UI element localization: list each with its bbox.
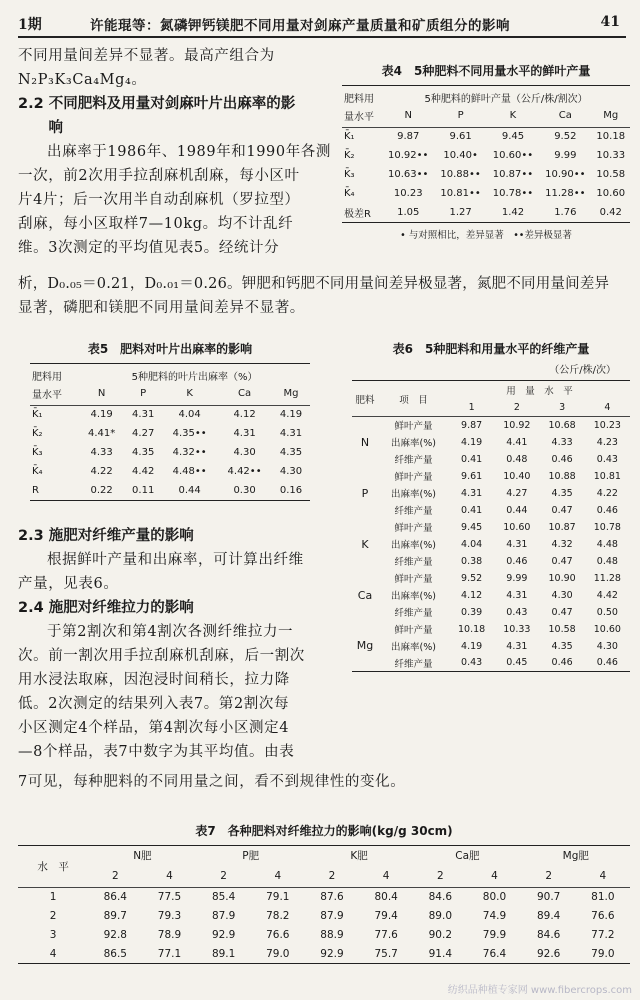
table-cell: 10.88••	[440, 169, 481, 180]
table-cell: 9.61	[449, 131, 472, 143]
table-cell: 0.46	[596, 657, 618, 669]
table-cell: 10.60	[503, 521, 531, 533]
table-cell: 76.4	[482, 947, 507, 960]
table-cell: 0.46	[551, 453, 573, 465]
table-cell: 10.78	[593, 521, 621, 533]
table-row	[30, 405, 310, 424]
sub-header: 2	[545, 870, 552, 883]
table-header: 5种肥料的叶片出麻率（%）	[131, 372, 258, 383]
paragraph-line: 片4片；后一次用半自动刮麻机（罗拉型）	[18, 192, 300, 208]
table-cell: 0.45	[506, 657, 528, 669]
table-cell: 10.88	[548, 470, 576, 482]
running-header	[18, 10, 626, 38]
sub-header: 2	[111, 870, 119, 883]
table-cell: 0.48	[596, 555, 618, 567]
table-cell: 86.5	[103, 947, 127, 960]
table-cell: 89.0	[428, 910, 453, 922]
table-cell: 4.31	[506, 640, 528, 652]
column-header: Mg	[283, 388, 299, 400]
row-label: 出麻率(%)	[391, 438, 436, 449]
column-header: P	[457, 110, 464, 122]
table-cell: 10.18	[458, 623, 486, 635]
table-cell: 4.27	[506, 487, 528, 499]
fertilizer-label: Ca	[357, 588, 373, 602]
table-cell: 11.28••	[545, 188, 586, 199]
table-cell: 4.27	[132, 428, 155, 439]
table-cell: 0.47	[551, 606, 573, 618]
row-label: 纤维产量	[394, 506, 433, 517]
table-row	[30, 481, 310, 500]
paragraph-line: 根据鲜叶产量和出麻率，可计算出纤维	[47, 552, 304, 568]
table-cell: 78.2	[266, 910, 290, 922]
table-cell: 0.39	[461, 606, 483, 618]
row-label: K̄₄	[32, 466, 43, 477]
table-cell: 4.31	[461, 487, 483, 499]
table-cell: 0.30	[233, 484, 256, 496]
table-cell: 77.2	[591, 929, 615, 941]
row-label: 鲜叶产量	[394, 523, 433, 534]
row-label: K̄₄	[344, 188, 355, 199]
table-cell: 9.61	[461, 470, 483, 482]
table-cell: 4.19	[461, 640, 483, 652]
table-cell: 74.9	[482, 910, 507, 922]
table-cell: 76.6	[266, 929, 290, 941]
table-cell: 0.43	[506, 606, 528, 618]
table-cell: 79.9	[482, 929, 507, 941]
page-number: 41	[600, 14, 620, 30]
table-cell: 4.31	[506, 538, 528, 550]
sub-header: 4	[491, 870, 498, 883]
table-cell: 77.6	[374, 929, 398, 941]
table-cell: 4.35	[551, 487, 573, 499]
table-header: 肥料	[352, 381, 378, 417]
table-cell: 4.12	[461, 589, 483, 601]
table-cell: 0.46	[596, 504, 618, 516]
table-header: 5种肥料的鲜叶产量（公斤/株/割次）	[424, 94, 588, 105]
section-2-2-heading: 2.2 不同肥料及用量对剑麻叶片出麻率的影	[18, 96, 296, 112]
row-label: 鲜叶产量	[394, 625, 433, 636]
row-label: 出麻率(%)	[391, 591, 436, 602]
column-header: Mg	[603, 110, 619, 122]
paragraph-line: 维。3次测定的平均值见表5。经统计分	[18, 240, 280, 256]
table-cell: 4.42	[596, 589, 618, 601]
table-row	[342, 165, 630, 184]
table-cell: 92.9	[320, 947, 344, 960]
row-label: 出麻率(%)	[391, 540, 436, 551]
column-header: N	[404, 110, 412, 122]
table-4-caption: 表4 5种肥料不同用量水平的鲜叶产量	[381, 64, 591, 78]
column-header: K肥	[350, 850, 368, 863]
table-cell: 4.35	[132, 447, 155, 458]
table-row	[352, 587, 630, 604]
row-label: 4	[49, 947, 57, 960]
table-cell: 0.50	[596, 606, 618, 618]
paragraph-line: 出麻率于1986年、1989年和1990年各测	[47, 144, 332, 160]
fertilizer-label: K	[361, 537, 369, 551]
table-cell: 4.35	[551, 640, 573, 652]
row-label: K̄₃	[32, 447, 43, 458]
column-header: K	[509, 110, 517, 122]
intro-line-2: N₂P₃K₃Ca₄Mg₄。	[18, 72, 147, 88]
fertilizer-label: N	[360, 435, 370, 449]
table-cell: 1.05	[397, 206, 420, 218]
table-cell: 4.19	[90, 409, 113, 421]
table-cell: 91.4	[428, 947, 453, 960]
table-cell: 84.6	[536, 929, 561, 941]
table-cell: 76.6	[591, 910, 615, 922]
left-column-top	[18, 44, 356, 260]
sub-header: 4	[599, 870, 607, 883]
row-label: 纤维产量	[394, 658, 433, 670]
column-header: Ca	[558, 110, 572, 122]
table-cell: 85.4	[211, 891, 236, 904]
table-cell: 4.31	[233, 428, 256, 439]
column-header: P肥	[242, 850, 260, 863]
table-5	[30, 340, 310, 501]
column-header: 2	[513, 401, 520, 413]
table-cell: 10.33	[503, 623, 531, 635]
table-cell: 4.22	[596, 487, 618, 499]
table-cell: 87.9	[320, 910, 344, 922]
sub-header: 4	[166, 870, 173, 883]
table-cell: 0.11	[132, 484, 155, 496]
table-cell: 92.8	[103, 929, 127, 941]
table-cell: 0.16	[279, 484, 303, 496]
table-cell: 90.2	[428, 929, 453, 941]
table-6	[352, 340, 630, 672]
table-cell: 10.58	[548, 623, 576, 635]
table-row	[352, 434, 630, 451]
table-row	[352, 604, 630, 621]
table-header: 量水平	[32, 390, 62, 402]
table-cell: 0.41	[461, 504, 483, 516]
row-label: 极差R	[344, 208, 371, 220]
table-header: 用 量 水 平	[506, 385, 573, 397]
table-row	[352, 468, 630, 485]
table-row	[342, 203, 630, 222]
table-cell: 4.04	[178, 409, 201, 421]
table-cell: 80.4	[374, 891, 398, 904]
table-cell: 4.32	[551, 538, 573, 550]
table-cell: 81.0	[591, 891, 615, 904]
table-cell: 4.30	[596, 640, 618, 652]
table-cell: 77.1	[157, 947, 182, 960]
table-row	[352, 621, 630, 638]
table-cell: 9.52	[461, 572, 483, 584]
table-cell: 9.87	[397, 131, 420, 143]
table-row	[30, 424, 310, 443]
row-label: 纤维产量	[394, 455, 433, 466]
table-cell: 0.43	[596, 453, 618, 465]
table-cell: 4.31	[279, 428, 303, 439]
table-6-unit: （公斤/株/次）	[549, 365, 616, 376]
table-cell: 77.5	[157, 891, 182, 904]
table-cell: 0.41	[461, 453, 483, 465]
table-cell: 4.23	[596, 436, 618, 448]
table-cell: 0.46	[551, 657, 573, 669]
table-cell: 4.19	[461, 436, 483, 448]
watermark: 纺织品种植专家网 www.fibercrops.com	[447, 985, 632, 996]
column-header: Ca肥	[455, 850, 480, 863]
table-cell: 92.6	[536, 947, 561, 960]
table-6-grid	[352, 380, 630, 672]
left-column-bottom	[18, 524, 348, 764]
table-cell: 1.76	[554, 206, 577, 218]
table-row	[352, 570, 630, 587]
table-row	[18, 888, 630, 907]
paragraph-line: 低。2次测定的结果列入表7。第2割次每	[18, 696, 290, 712]
column-header: Mg肥	[562, 850, 589, 863]
paragraph-line: 次。前一割次用手拉刮麻机刮麻，后一割次	[18, 648, 305, 664]
row-label: 3	[49, 929, 57, 941]
table-cell: 10.58	[596, 169, 626, 180]
row-label: 纤维产量	[394, 608, 433, 619]
full-width-text	[18, 272, 630, 320]
table-cell: 4.42	[132, 466, 155, 477]
table-cell: 4.30	[233, 447, 256, 458]
table-cell: 4.41	[506, 436, 528, 448]
row-label: K̄₂	[32, 428, 43, 439]
column-header: K	[186, 388, 193, 400]
table-row	[18, 926, 630, 945]
column-header: N肥	[133, 850, 152, 863]
table-cell: 10.90	[548, 572, 576, 584]
table-cell: 90.7	[536, 891, 561, 904]
table-cell: 10.23	[393, 188, 423, 199]
sub-header: 2	[328, 870, 336, 883]
table-cell: 9.52	[554, 131, 577, 143]
row-label: 鲜叶产量	[394, 574, 433, 585]
table-cell: 4.31	[506, 589, 528, 601]
table-cell: 0.48	[506, 453, 528, 465]
full-width-line	[18, 770, 578, 794]
sub-header: 2	[436, 870, 444, 883]
table-cell: 9.45	[501, 131, 525, 143]
table-cell: 0.44	[178, 484, 201, 496]
paragraph-line: 用水浸法取麻，因泡浸时间稍长，拉力降	[18, 672, 290, 688]
row-label: K̄₁	[32, 409, 43, 421]
table-cell: 4.12	[233, 409, 256, 421]
table-row	[352, 536, 630, 553]
sub-header: 4	[274, 870, 282, 883]
table-header: 项 目	[378, 381, 449, 417]
table-row	[30, 443, 310, 462]
table-cell: 10.60	[596, 188, 626, 199]
fertilizer-label: P	[361, 486, 369, 500]
paragraph-line: 一次，前2次用手拉刮麻机刮麻，每小区叶	[18, 168, 300, 184]
table-row	[352, 485, 630, 502]
table-row	[352, 638, 630, 655]
table-cell: 10.23	[593, 419, 621, 431]
section-2-4-heading: 2.4 施肥对纤维拉力的影响	[18, 600, 194, 616]
table-cell: 1.42	[501, 206, 525, 218]
table-cell: 10.68	[548, 419, 576, 431]
table-cell: 10.87	[548, 521, 576, 533]
issue-number: 1期	[18, 17, 42, 33]
table-cell: 79.1	[266, 891, 290, 904]
table-7	[18, 822, 630, 964]
table-4-note: • 与对照相比，差异显著 ••差异极显著	[400, 229, 572, 241]
table-cell: 10.63••	[388, 169, 429, 180]
table-cell: 84.6	[428, 891, 453, 904]
table-7-grid	[18, 845, 630, 964]
column-header: N	[97, 388, 106, 400]
table-cell: 9.99	[554, 150, 577, 161]
table-cell: 0.46	[506, 555, 528, 567]
table-header: 肥料用	[344, 94, 374, 105]
paragraph-line: 显著，磷肥和镁肥不同用量间差异不显著。	[18, 300, 305, 316]
column-header: 4	[604, 401, 611, 413]
table-cell: 10.92	[503, 419, 531, 431]
table-cell: 79.3	[157, 910, 182, 922]
table-row	[352, 553, 630, 570]
table-cell: 10.40•	[443, 150, 478, 161]
table-cell: 1.27	[449, 206, 472, 218]
table-7-caption: 表7 各种肥料对纤维拉力的影响(kg/g 30cm)	[195, 824, 453, 838]
table-cell: 10.81	[593, 470, 621, 482]
table-cell: 10.90••	[545, 169, 586, 180]
table-5-caption: 表5 肥料对叶片出麻率的影响	[87, 342, 253, 356]
table-row	[30, 462, 310, 481]
table-row	[352, 451, 630, 468]
table-cell: 4.22	[90, 466, 113, 477]
table-cell: 10.18	[596, 131, 626, 143]
intro-line-1: 不同用量间差异不显著。最高产组合为	[18, 48, 275, 64]
column-header: 3	[559, 401, 566, 413]
table-cell: 10.81••	[440, 188, 481, 199]
row-label: R	[32, 484, 39, 496]
table-cell: 4.30	[551, 589, 573, 601]
table-cell: 4.19	[279, 409, 303, 421]
table-header: 肥料用	[32, 372, 62, 383]
table-cell: 92.9	[211, 929, 236, 941]
table-row	[18, 945, 630, 964]
table-cell: 89.1	[211, 947, 236, 960]
table-5-grid	[30, 363, 310, 501]
row-label: K̄₂	[344, 150, 355, 161]
table-cell: 78.9	[157, 929, 182, 941]
table-header: 量水平	[344, 112, 374, 124]
row-label: 纤维产量	[394, 557, 433, 568]
table-cell: 4.04	[461, 538, 483, 550]
table-cell: 80.0	[482, 891, 507, 904]
table-cell: 75.7	[374, 947, 398, 960]
table-cell: 10.60	[593, 623, 621, 635]
paragraph-line: 析，D₀.₀₅＝0.21，D₀.₀₁＝0.26。钾肥和钙肥不同用量间差异极显著，氮肥不同用量间差异	[18, 276, 610, 292]
table-4-grid	[342, 85, 630, 223]
column-header: P	[140, 388, 147, 400]
row-label: 鲜叶产量	[394, 421, 433, 433]
table-cell: 9.87	[461, 419, 483, 431]
table-cell: 4.41*	[88, 428, 116, 439]
table-cell: 0.42	[599, 206, 622, 218]
table-cell: 10.60••	[492, 150, 534, 161]
paragraph-line: 产量，见表6。	[18, 576, 119, 592]
table-cell: 4.33	[551, 436, 573, 448]
table-row	[352, 655, 630, 672]
table-cell: 4.48••	[172, 466, 207, 477]
paragraph-line: 刮麻，每小区取样7—10kg。均不计乱纤	[18, 216, 294, 232]
table-row	[342, 127, 630, 146]
table-cell: 4.35••	[172, 428, 207, 439]
table-row	[352, 519, 630, 536]
row-label: 出麻率(%)	[391, 489, 436, 500]
row-label: 出麻率(%)	[391, 642, 436, 653]
table-row	[342, 146, 630, 165]
fertilizer-label: Mg	[352, 621, 378, 672]
table-cell: 4.35	[279, 447, 303, 458]
row-label: 1	[49, 891, 57, 904]
table-cell: 10.78••	[492, 188, 534, 199]
table-cell: 9.45	[461, 521, 483, 533]
table-cell: 4.48	[596, 538, 618, 550]
table-cell: 88.9	[320, 929, 344, 941]
table-cell: 86.4	[103, 891, 127, 904]
table-cell: 4.42••	[227, 466, 262, 477]
table-row	[342, 184, 630, 203]
sub-header: 4	[382, 870, 390, 883]
table-cell: 9.99	[506, 572, 528, 584]
table-cell: 79.0	[591, 947, 615, 960]
table-cell: 4.31	[132, 409, 155, 421]
table-cell: 4.32••	[172, 447, 207, 458]
column-header: Ca	[238, 388, 252, 400]
table-cell: 79.4	[374, 910, 398, 922]
table-cell: 10.92••	[388, 150, 429, 161]
table-cell: 4.30	[279, 466, 303, 477]
sub-header: 2	[220, 870, 227, 883]
row-label: K̄₁	[344, 131, 355, 143]
table-cell: 87.9	[211, 910, 236, 922]
row-label: 鲜叶产量	[394, 472, 433, 483]
column-header: 1	[468, 401, 475, 413]
table-cell: 10.40	[503, 470, 531, 482]
table-row	[352, 502, 630, 519]
table-cell: 0.44	[506, 504, 528, 516]
table-row	[18, 907, 630, 926]
table-cell: 0.22	[90, 484, 113, 496]
table-cell: 79.0	[266, 947, 290, 960]
paragraph-line: 7可见，每种肥料的不同用量之间，看不到规律性的变化。	[18, 774, 406, 790]
table-cell: 10.87••	[492, 169, 534, 180]
section-2-2-heading-cont: 响	[48, 120, 63, 136]
table-4	[342, 62, 630, 241]
table-cell: 10.33	[596, 150, 626, 161]
table-cell: 87.6	[320, 891, 344, 904]
table-cell: 89.4	[536, 910, 561, 922]
section-2-3-heading: 2.3 施肥对纤维产量的影响	[18, 528, 194, 544]
paragraph-line: —8个样品，表7中数字为其平均值。由表	[18, 744, 295, 760]
table-cell: 0.47	[551, 555, 573, 567]
table-6-caption: 表6 5种肥料和用量水平的纤维产量	[392, 342, 590, 356]
table-cell: 89.7	[103, 910, 127, 922]
paragraph-line: 小区测定4个样品，第4割次每小区测定4	[18, 720, 290, 736]
table-cell: 11.28	[593, 572, 621, 584]
row-label: 2	[49, 910, 57, 922]
table-cell: 4.33	[90, 447, 113, 458]
running-title: 许能琨等：氮磷钾钙镁肥不同用量对剑麻产量质量和矿质组分的影响	[90, 18, 510, 34]
row-label: K̄₃	[344, 169, 355, 180]
paragraph-line: 于第2割次和第4割次各测纤维拉力一	[47, 624, 294, 640]
table-row	[352, 417, 630, 434]
table-cell: 0.47	[551, 504, 573, 516]
table-header: 水 平	[18, 846, 88, 888]
table-cell: 0.38	[461, 555, 483, 567]
table-cell: 0.43	[461, 657, 483, 669]
